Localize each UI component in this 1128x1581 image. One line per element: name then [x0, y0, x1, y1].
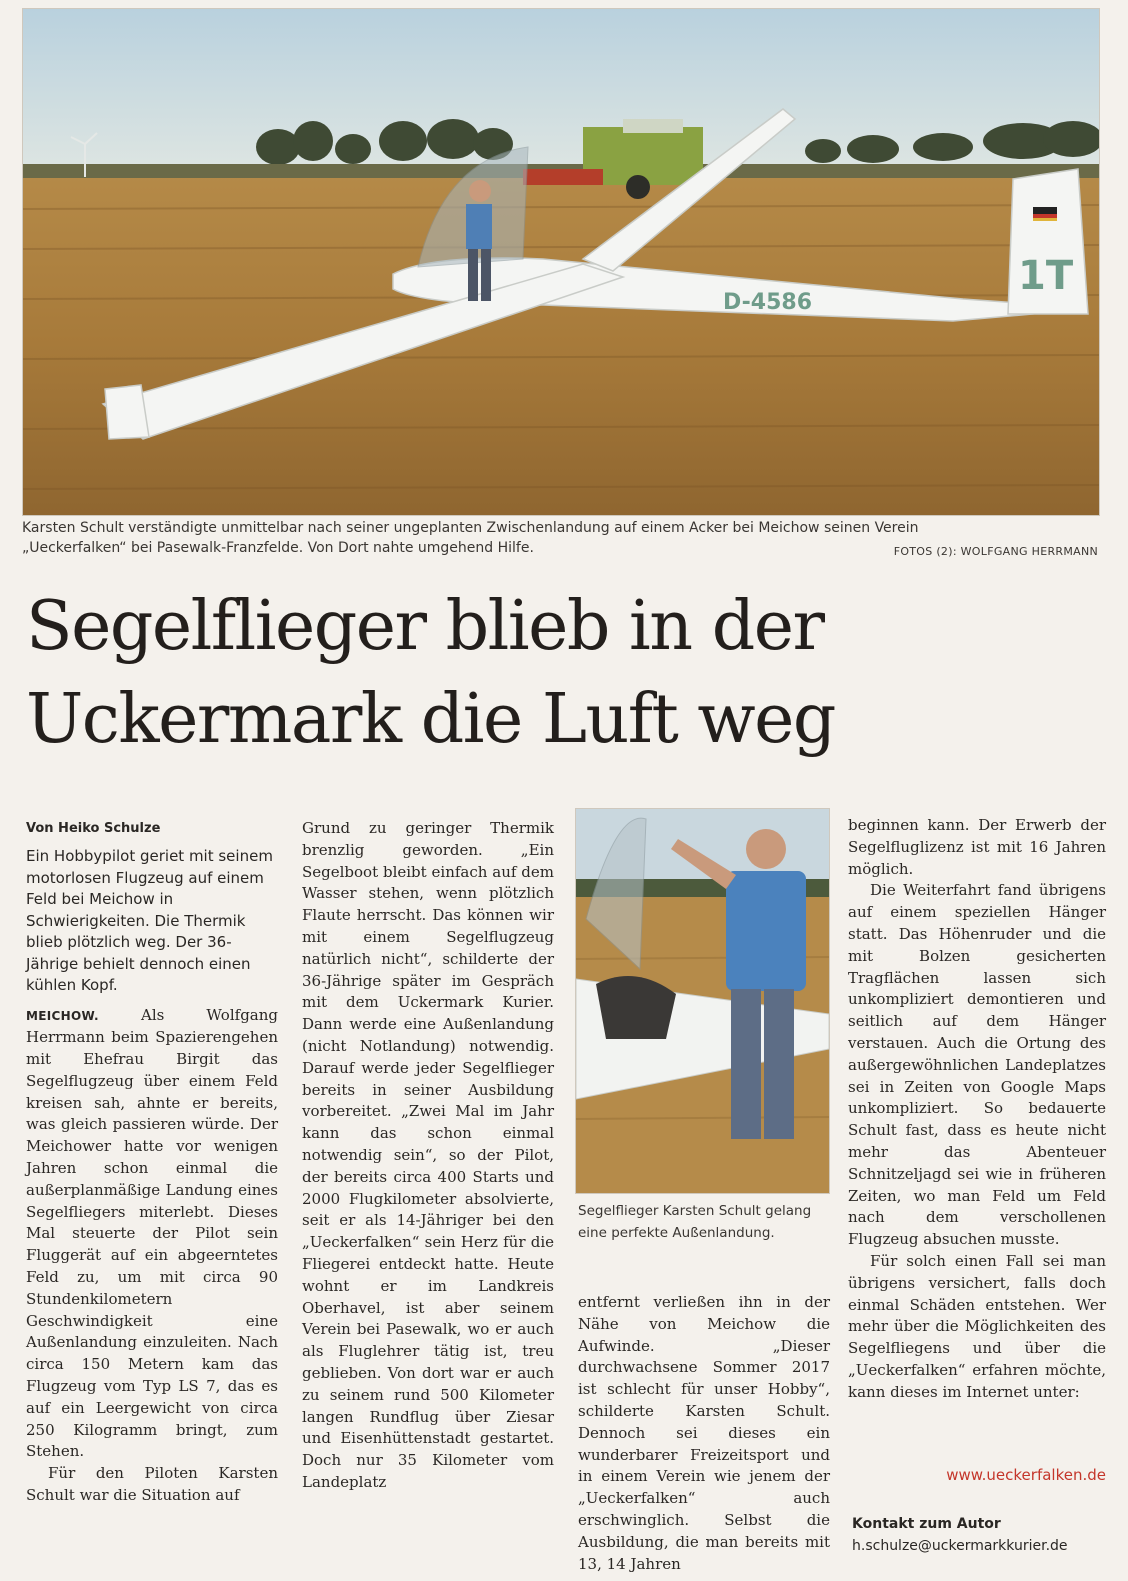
paragraph [26, 1005, 278, 1464]
inset-photo-caption: Segelflieger Karsten Schult gelang eine perfekte Außenlandung. [578, 1203, 812, 1241]
paragraph-text: Als Wolfgang Herrmann beim Spazierengehen mit Ehefrau Birgit das Segelflugzeug über einem Feld kreisen sah, ahnte er bereits, was gleich passieren würde. Der Meichower hatte vor wenigen Jahren schon einmal die außerplanmäßige Landung eines Segelfliegers miterlebt. Dieses Mal steuerte der Pilot sein Fluggerät auf ein abgeerntetes Feld zu, um mit circa 90 Stundenkilometern Geschwindigkeit eine Außenlandung einzuleiten. Nach circa 150 Metern kam das Flugzeug vom Typ LS 7, das es auf ein Leergewicht von circa 250 Kilogramm bringt, zum Stehen. [26, 1005, 278, 1461]
headline-line-1: Segelflieger blieb in der [26, 587, 824, 666]
top-photo-glider-field [22, 8, 1100, 516]
glider-field-illustration [23, 9, 1099, 515]
teaser: Ein Hobbypilot geriet mit seinem motorlosen Flugzeug auf einem Feld bei Meichow in Schwierigkeiten. Die Thermik blieb plötzlich weg. Der 36-Jährige behielt dennoch einen kühlen Kopf. [26, 847, 273, 994]
glider-registration: D-4586 [723, 290, 813, 315]
website-link[interactable]: www.ueckerfalken.de [946, 1466, 1106, 1484]
article-headline [26, 580, 1106, 766]
paragraph: Die Weiterfahrt fand übrigens auf einem speziellen Hänger statt. Das Höhenruder und die mit Bolzen gesicherten Tragflächen lassen sich unkompliziert demontieren und seitlich auf dem Hänger verstauen. Auch die Ortung des außergewöhnlichen Landeplatzes sei in Zeiten von Google Maps unkompliziert. So bedauerte Schult fast, dass es heute nicht mehr das Abenteuer Schnitzeljagd sei wie in früheren Zeiten, wo man Feld um Feld nach dem verschollenen Flugzeug absuchen musste. [848, 881, 1106, 1249]
article-column-1 [26, 818, 278, 1507]
inset-photo-pilot [575, 808, 830, 1194]
article-column-4 [848, 815, 1106, 1404]
byline: Von Heiko Schulze [26, 821, 161, 836]
caption-line-2: „Ueckerfalken“ bei Pasewalk-Franzfelde. Von Dort nahte umgehend Hilfe. [22, 540, 534, 556]
article-column-3 [578, 1292, 830, 1575]
caption-line-1: Karsten Schult verständigte unmittelbar nach seiner ungeplanten Zwischenlandung auf einem Acker bei Meichow seinen Verein [22, 520, 919, 536]
headline-line-2: Uckermark die Luft weg [26, 680, 835, 759]
paragraph: beginnen kann. Der Erwerb der Segelfluglizenz ist mit 16 Jahren möglich. [848, 816, 1106, 878]
top-photo-caption [22, 518, 1098, 558]
paragraph: Für solch einen Fall sei man übrigens versichert, falls doch einmal Schäden entstehen. Wer mehr über die Möglichkeiten des Segelfliegens und über die „Ueckerfalken“ erfahren möchte, kann dieses im Internet unter: [848, 1251, 1106, 1401]
tail-marking: 1T [1018, 253, 1074, 299]
author-email[interactable]: h.schulze@uckermarkkurier.de [852, 1538, 1068, 1554]
author-contact-heading: Kontakt zum Autor [852, 1516, 1001, 1532]
paragraph: entfernt verließen ihn in der Nähe von Meichow die Aufwinde. „Dieser durchwachsene Sommer 2017 ist schlecht für unser Hobby“, schilderte Karsten Schult. Dennoch sei dieses ein wunderbarer Freizeitsport und in einem Verein wie jenem der „Ueckerfalken“ auch erschwinglich. Selbst die Ausbildung, die man bereits mit 13, 14 Jahren [578, 1293, 830, 1573]
pilot-with-glider-illustration [576, 809, 829, 1193]
dateline: MEICHOW. [26, 1008, 99, 1023]
article-column-2 [302, 818, 554, 1494]
photo-credit: FOTOS (2): WOLFGANG HERRMANN [893, 545, 1098, 558]
paragraph: Grund zu geringer Thermik brenzlig geworden. „Ein Segelboot bleibt einfach auf dem Wasser stehen, wenn plötzlich Flaute herrscht. Das können wir mit einem Segelflugzeug natürlich nicht“, schilderte der 36-Jährige später im Gespräch mit dem Uckermark Kurier. Dann werde eine Außenlandung (nicht Notlandung) notwendig. Darauf werde jeder Segelflieger bereits in seiner Ausbildung vorbereitet. „Zwei Mal im Jahr kann das schon einmal notwendig sein“, so der Pilot, der bereits circa 400 Starts und 2000 Flugkilometer absolvierte, seit er als 14-Jähriger bei den „Ueckerfalken“ sein Herz für die Fliegerei entdeckt hatte. Heute wohnt er im Landkreis Oberhavel, ist aber seinem Verein bei Pasewalk, wo er auch als Fluglehrer tätig ist, treu geblieben. Von dort war er auch zu seinem rund 500 Kilometer langen Rundflug über Ziesar und Eisenhüttenstadt gestartet. Doch nur 35 Kilometer vom Landeplatz [302, 819, 554, 1491]
paragraph: Für den Piloten Karsten Schult war die Situation auf [26, 1464, 278, 1505]
